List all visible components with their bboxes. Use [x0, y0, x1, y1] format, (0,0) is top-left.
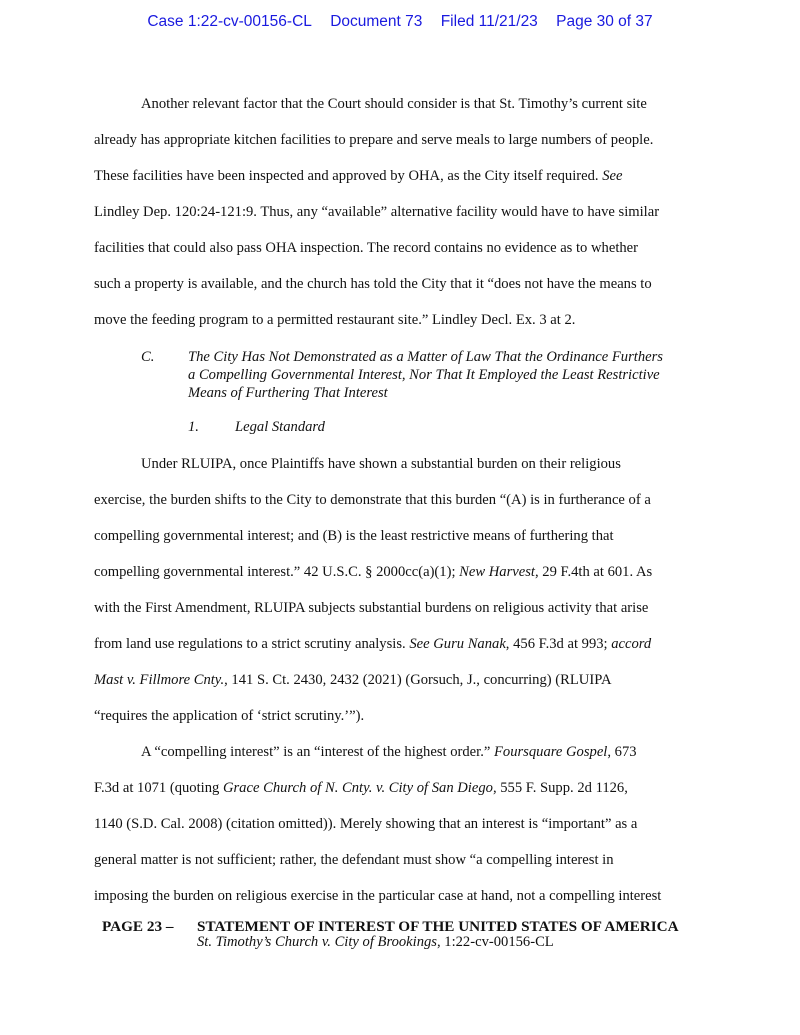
filed-date: Filed 11/21/23	[440, 13, 538, 30]
text-line: from land use regulations to a strict scrutiny analysis. See Guru Nanak, 456 F.3d at 993; accord	[94, 636, 652, 652]
heading-line: Means of Furthering That Interest	[188, 385, 388, 401]
text-line: already has appropriate kitchen facilities to prepare and serve meals to large numbers of people.	[94, 132, 654, 148]
text-line: 1140 (S.D. Cal. 2008) (citation omitted)). Merely showing that an interest is “important” as a	[94, 816, 638, 832]
see-signal: See	[602, 168, 623, 184]
case-caption	[197, 934, 742, 951]
case-citation: See Guru Nanak	[409, 636, 506, 652]
page-label: PAGE 23 –	[102, 918, 174, 935]
accord-signal: accord	[611, 636, 652, 652]
page-footer	[102, 918, 742, 951]
text-line: Under RLUIPA, once Plaintiffs have shown a substantial burden on their religious	[141, 456, 621, 472]
case-citation: Mast v. Fillmore Cnty.	[94, 672, 225, 688]
text-line: exercise, the burden shifts to the City to demonstrate that this burden “(A) is in furtherance of a	[94, 492, 651, 508]
heading-line: The City Has Not Demonstrated as a Matter of Law That the Ordinance Furthers	[188, 349, 663, 365]
text-line: compelling governmental interest; and (B) is the least restrictive means of furthering that	[94, 528, 614, 544]
document-number: Document 73	[330, 13, 423, 30]
text-line: Another relevant factor that the Court should consider is that St. Timothy’s current site	[141, 96, 647, 112]
document-title: STATEMENT OF INTEREST OF THE UNITED STATES OF AMERICA	[197, 918, 679, 935]
case-citation: Foursquare Gospel	[493, 744, 608, 760]
text-line: “requires the application of ‘strict scrutiny.’”).	[94, 708, 365, 724]
ecf-header	[0, 13, 800, 31]
heading-letter: C.	[141, 349, 155, 365]
page-count: Page 30 of 37	[556, 13, 653, 30]
text-line: such a property is available, and the church has told the City that it “does not have the means to	[94, 276, 652, 292]
case-citation: Grace Church of N. Cnty. v. City of San Diego	[222, 780, 493, 796]
text-line: Lindley Dep. 120:24-121:9. Thus, any “available” alternative facility would have to have similar	[94, 204, 660, 220]
text-line: F.3d at 1071 (quoting Grace Church of N. Cnty. v. City of San Diego, 555 F. Supp. 2d 1126,	[94, 780, 628, 796]
paragraph-kitchen-facilities	[94, 86, 708, 338]
paragraph-legal-standard	[94, 446, 708, 734]
heading-number: 1.	[188, 419, 199, 435]
case-name: St. Timothy’s Church v. City of Brookings	[197, 934, 437, 950]
heading-title: Legal Standard	[235, 419, 325, 435]
case-number-footer: , 1:22-cv-00156-CL	[436, 934, 554, 950]
case-citation: New Harvest	[459, 564, 535, 580]
text-line: compelling governmental interest.” 42 U.S.C. § 2000cc(a)(1); New Harvest, 29 F.4th at 601. As	[94, 564, 653, 580]
text-line: with the First Amendment, RLUIPA subjects substantial burdens on religious activity that arise	[94, 600, 649, 616]
subsection-heading-1	[188, 419, 325, 436]
text-line: facilities that could also pass OHA inspection. The record contains no evidence as to whether	[94, 240, 639, 256]
case-number: Case 1:22-cv-00156-CL	[147, 13, 312, 30]
text-line: A “compelling interest” is an “interest of the highest order.” Foursquare Gospel, 673	[141, 744, 637, 760]
text-line: Mast v. Fillmore Cnty., 141 S. Ct. 2430, 2432 (2021) (Gorsuch, J., concurring) (RLUIPA	[94, 672, 612, 688]
paragraph-compelling-interest	[94, 734, 708, 914]
text-line: imposing the burden on religious exercise in the particular case at hand, not a compelling interest	[94, 888, 662, 904]
section-heading-c	[141, 348, 711, 402]
text-line: general matter is not sufficient; rather, the defendant must show “a compelling interest in	[94, 852, 614, 868]
text-line: move the feeding program to a permitted restaurant site.” Lindley Decl. Ex. 3 at 2.	[94, 312, 576, 328]
heading-line: a Compelling Governmental Interest, Nor That It Employed the Least Restrictive	[188, 367, 660, 383]
text-line: These facilities have been inspected and approved by OHA, as the City itself required. See	[94, 168, 623, 184]
